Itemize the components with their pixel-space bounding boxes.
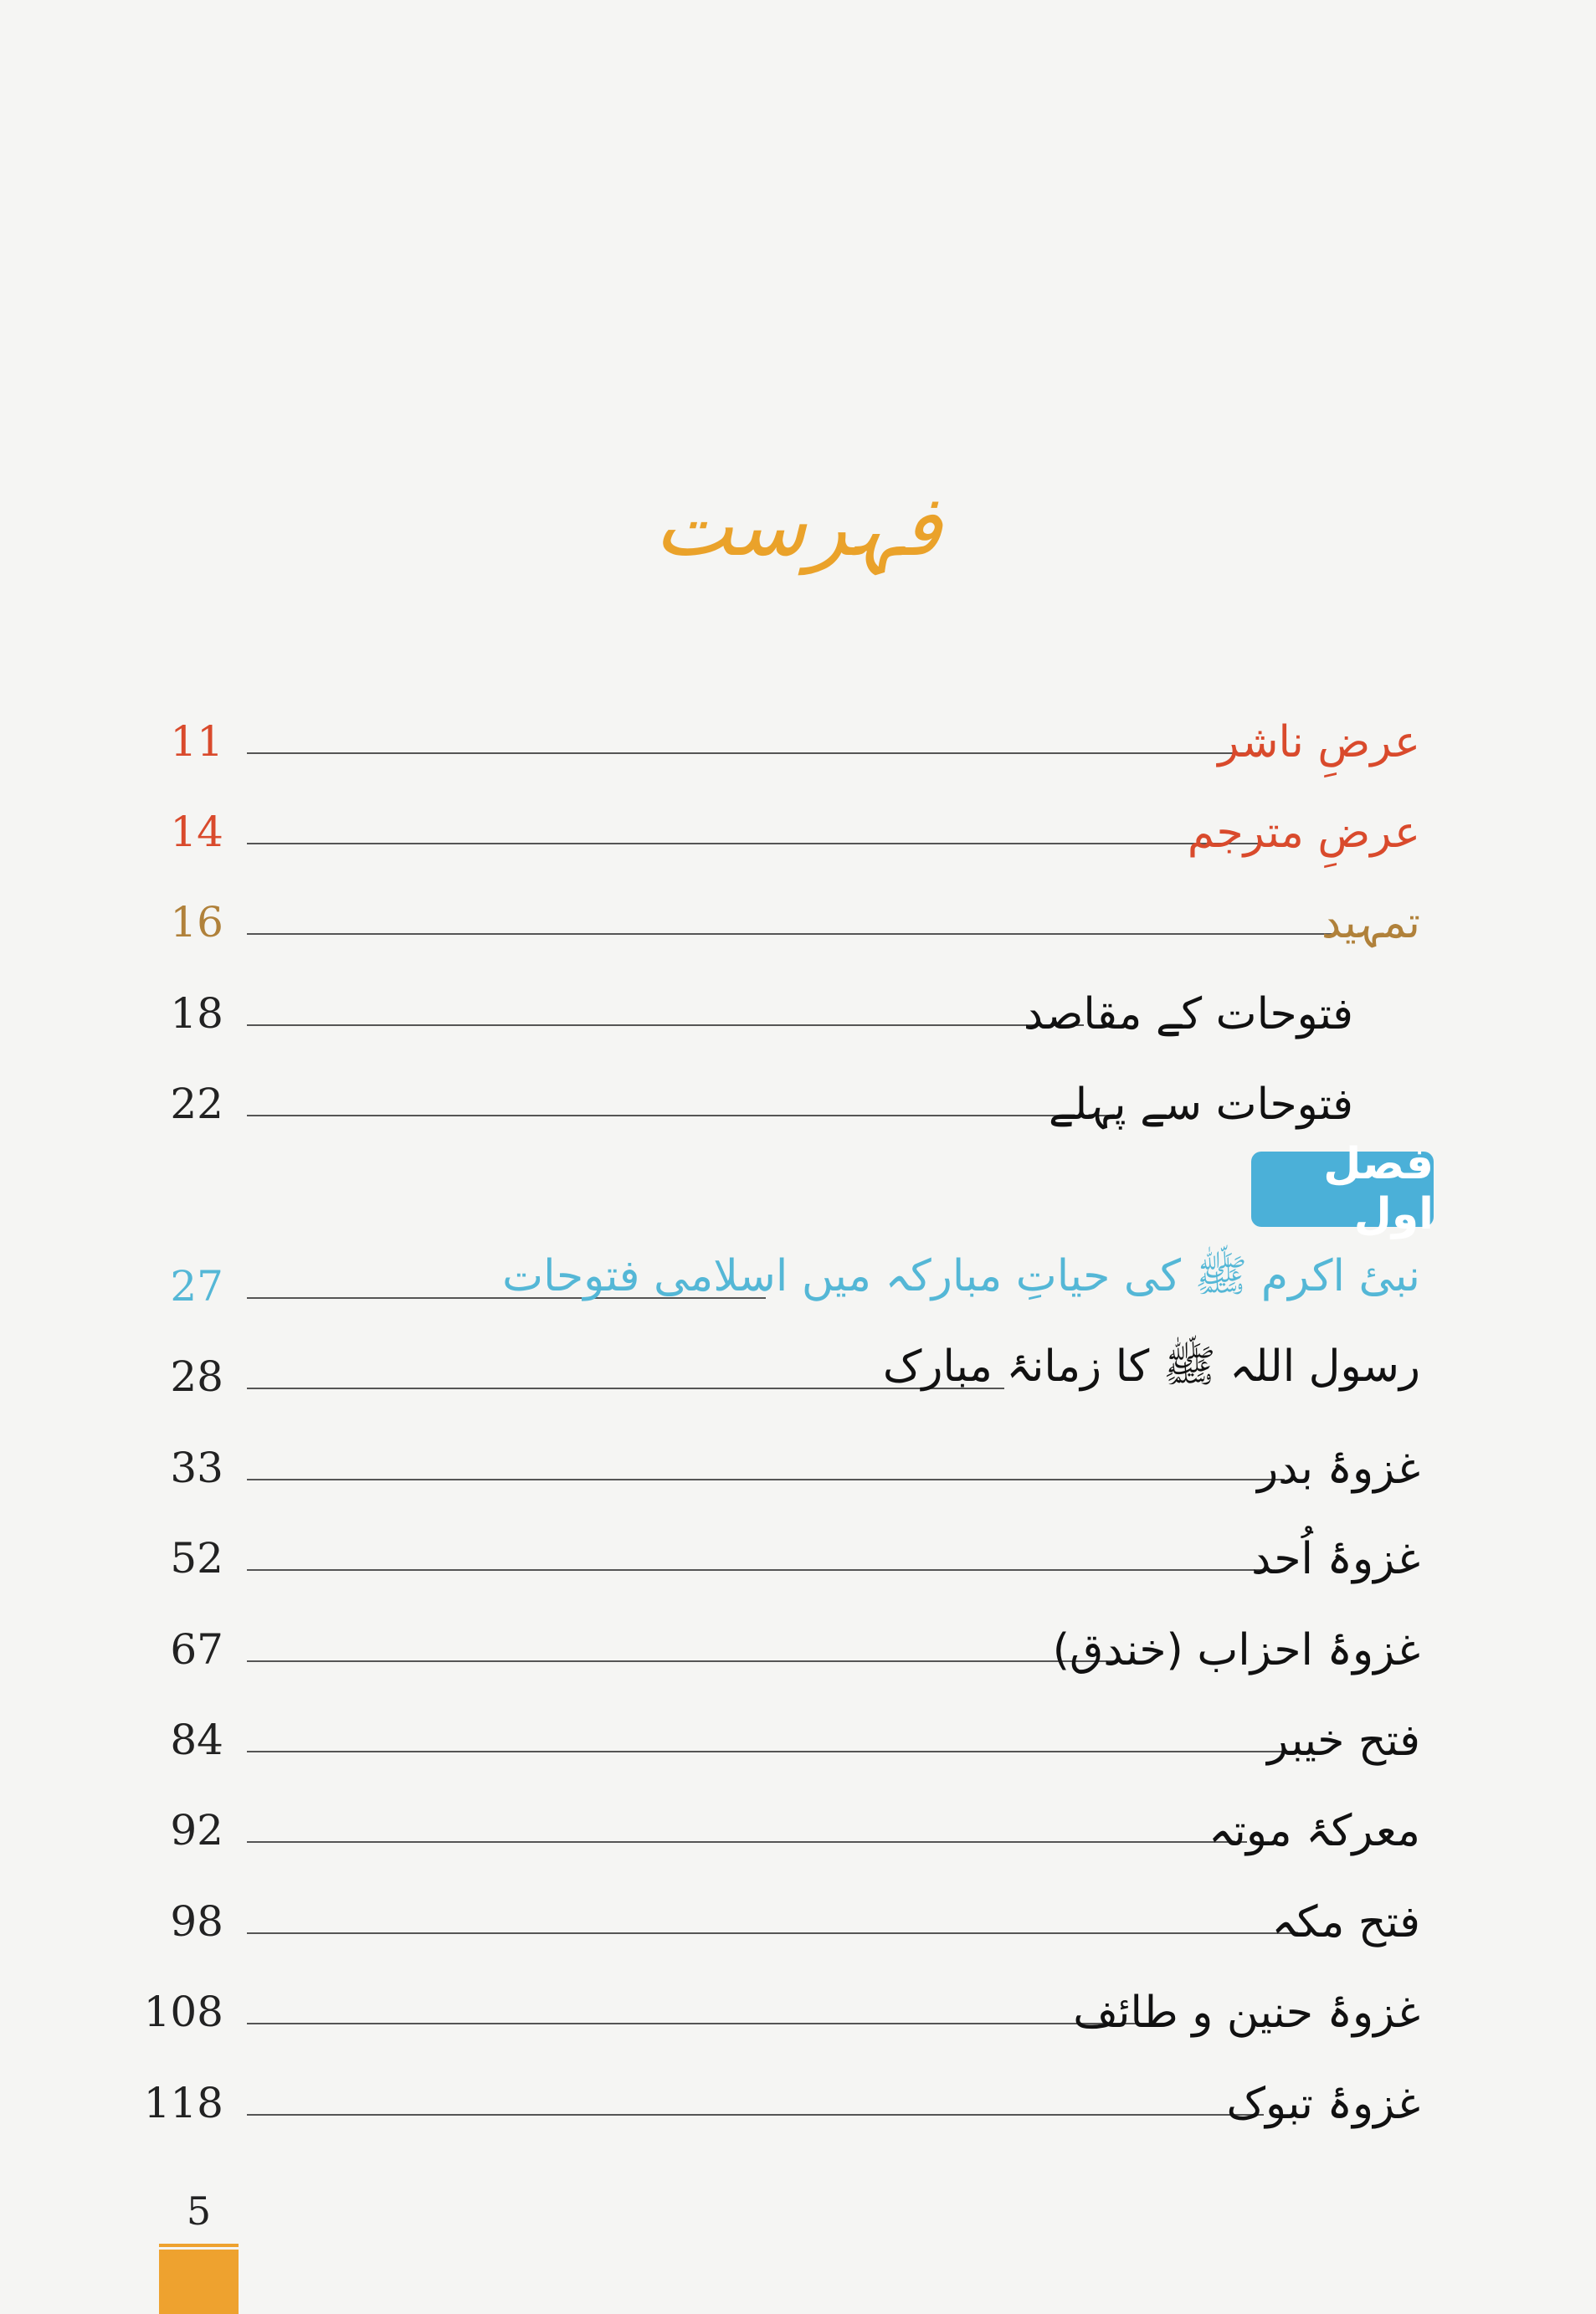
- toc-entry-title: عرضِ ناشر: [1218, 717, 1420, 767]
- toc-leader-line: [247, 1932, 1306, 1934]
- toc-entry-before-conquests[interactable]: [0, 1061, 1596, 1136]
- folio-bar: [159, 2250, 239, 2314]
- toc-entry-conquest-aims[interactable]: [0, 971, 1596, 1046]
- toc-entry-makkah[interactable]: [0, 1879, 1596, 1954]
- toc-entry-title: غزوۂ احزاب (خندق): [1052, 1625, 1420, 1675]
- toc-entry-publisher-note[interactable]: [0, 699, 1596, 774]
- toc-entry-khaybar[interactable]: [0, 1697, 1596, 1773]
- toc-leader-line: [247, 2023, 1163, 2024]
- toc-entry-ahzab[interactable]: [0, 1607, 1596, 1682]
- toc-entry-blessed-era[interactable]: [0, 1334, 1596, 1409]
- toc-page-number: 22: [170, 1080, 223, 1128]
- toc-entry-title: رسول اللہ ﷺ کا زمانۂ مبارک: [882, 1342, 1420, 1392]
- toc-entry-title: غزوۂ اُحد: [1251, 1534, 1420, 1584]
- toc-page-number: 108: [143, 1988, 223, 2036]
- toc-page-number: 67: [170, 1625, 223, 1674]
- toc-leader-line: [247, 1115, 1113, 1116]
- toc-leader-line: [247, 1479, 1285, 1480]
- toc-page-number: 92: [170, 1806, 223, 1855]
- toc-entry-introduction[interactable]: [0, 880, 1596, 955]
- toc-leader-line: [247, 752, 1260, 754]
- toc-page-number: 52: [170, 1534, 223, 1583]
- page-number: 5: [186, 2188, 212, 2234]
- toc-entry-title: نبیٔ اکرم ﷺ کی حیاتِ مبارکہ میں اسلامی فتوحات: [502, 1251, 1420, 1301]
- toc-page-number: 11: [170, 717, 223, 766]
- toc-entry-title: تمہید: [1321, 898, 1420, 948]
- toc-entry-title: فتح خیبر: [1267, 1716, 1420, 1766]
- toc-page-number: 118: [143, 2079, 223, 2127]
- toc-entry-title: فتوحات سے پہلے: [1048, 1080, 1353, 1130]
- toc-page-number: 14: [170, 808, 223, 856]
- toc-entry-title: معرکۂ موتہ: [1208, 1806, 1420, 1856]
- toc-leader-line: [247, 1751, 1306, 1752]
- toc-leader-line: [247, 1660, 1126, 1662]
- toc-page-number: 84: [170, 1716, 223, 1764]
- toc-leader-line: [247, 1569, 1272, 1571]
- section-badge: فصل اول: [1251, 1152, 1434, 1227]
- toc-page-number: 27: [170, 1262, 223, 1311]
- toc-page-number: 98: [170, 1897, 223, 1946]
- folio-rule: [159, 2244, 239, 2247]
- toc-page-number: 18: [170, 989, 223, 1038]
- toc-entry-uhud[interactable]: [0, 1516, 1596, 1591]
- toc-entry-title: غزوۂ حنین و طائف: [1073, 1988, 1420, 2038]
- toc-entry-translator-note[interactable]: [0, 789, 1596, 865]
- toc-entry-hunayn[interactable]: [0, 1969, 1596, 2045]
- toc-entry-title: فتوحات کے مقاصد: [1023, 989, 1353, 1039]
- toc-entry-badr[interactable]: [0, 1425, 1596, 1501]
- page-title: فہرست: [654, 477, 942, 575]
- toc-leader-line: [247, 1024, 1084, 1026]
- toc-page-number: 33: [170, 1444, 223, 1492]
- toc-entry-title: فتح مکہ: [1271, 1897, 1420, 1947]
- toc-page-number: 16: [170, 898, 223, 947]
- toc-leader-line: [247, 2114, 1264, 2116]
- toc-leader-line: [247, 843, 1260, 844]
- toc-leader-line: [247, 933, 1335, 935]
- toc-entry-title: غزوۂ بدر: [1257, 1444, 1420, 1494]
- toc-entry-title: عرضِ مترجم: [1187, 808, 1420, 858]
- toc-entry-mutah[interactable]: [0, 1788, 1596, 1863]
- toc-page-number: 28: [170, 1352, 223, 1401]
- toc-entry-tabuk[interactable]: [0, 2060, 1596, 2136]
- toc-entry-prophet-era-conquests[interactable]: [0, 1244, 1596, 1319]
- toc-leader-line: [247, 1841, 1247, 1843]
- toc-entry-title: غزوۂ تبوک: [1226, 2079, 1420, 2129]
